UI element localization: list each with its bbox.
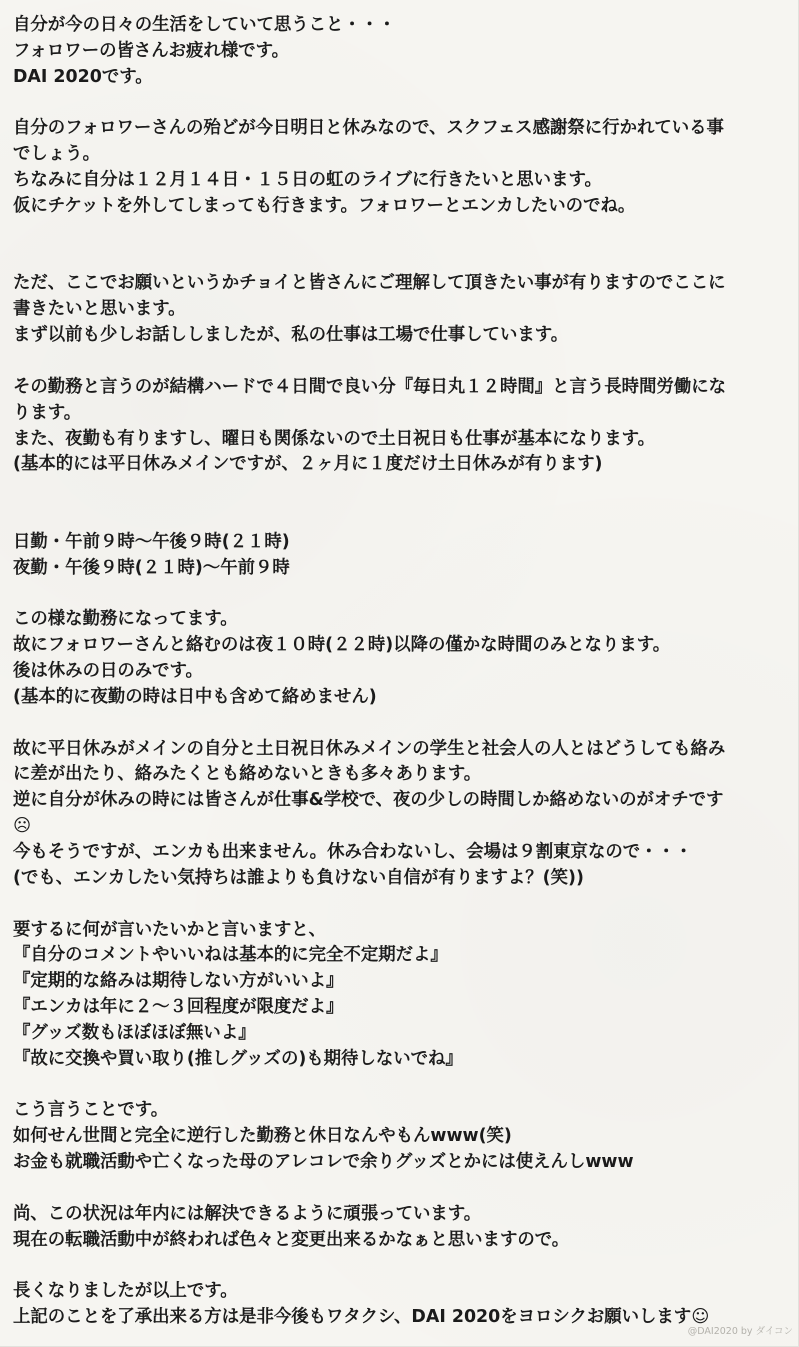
text-line: 『故に交換や買い取り(推しグッズの)も期待しないでね』 <box>13 1048 463 1069</box>
text-line: ただ、ここでお願いというかチョイと皆さんにご理解して頂きたい事が有りますのでここに <box>13 273 726 294</box>
blank-line <box>13 349 787 375</box>
text-line: まず以前も少しお話ししましたが、私の仕事は工場で仕事しています。 <box>13 325 569 346</box>
text-line: 後は休みの日のみです。 <box>13 661 203 682</box>
text-line: 日勤・午前９時〜午後９時(２１時) <box>13 531 290 552</box>
text-line: でしょう。 <box>13 144 100 165</box>
text-line: DAI 2020です。 <box>13 66 153 87</box>
blank-line <box>13 478 787 504</box>
text-line: 上記のことを了承出来る方は是非今後もワタクシ、DAI 2020をヨロシクお願いします☺ <box>13 1307 710 1328</box>
text-line: 故に平日休みがメインの自分と土日祝日休みメインの学生と社会人の人とはどうしても絡み <box>13 738 726 759</box>
text-line: 逆に自分が休みの時には皆さんが仕事&学校で、夜の少しの時間しか絡めないのがオチです <box>13 790 724 811</box>
text-line: 夜勤・午後９時(２１時)〜午前９時 <box>13 557 290 578</box>
text-line: (基本的に夜勤の時は日中も含めて絡めません) <box>13 686 377 707</box>
watermark-credit: @DAI2020 by ダイコン <box>687 1326 793 1337</box>
blank-line <box>13 582 787 608</box>
text-line: ちなみに自分は１２月１４日・１５日の虹のライブに行きたいと思います。 <box>13 170 602 191</box>
text-line: 自分が今の日々の生活をしていて思うこと・・・ <box>13 15 396 35</box>
text-line: ☹ <box>13 816 32 837</box>
blank-line <box>13 246 787 272</box>
text-line: その勤務と言うのが結構ハードで４日間で良い分『毎日丸１２時間』と言う長時間労働にな <box>13 376 727 397</box>
blank-line <box>13 892 787 918</box>
text-line: (基本的には平日休みメインですが、２ヶ月に１度だけ土日休みが有ります) <box>13 454 603 475</box>
blank-line <box>13 1176 787 1202</box>
text-line: 今もそうですが、エンカも出来ません。休み合わないし、会場は９割東京なので・・・ <box>13 842 693 862</box>
text-line: フォロワーの皆さんお疲れ様です。 <box>13 40 289 61</box>
blank-line <box>13 504 787 530</box>
text-line: 現在の転職活動中が終われば色々と変更出来るかなぁと思いますので。 <box>13 1229 570 1250</box>
text-line: 故にフォロワーさんと絡むのは夜１０時(２２時)以降の僅かな時間のみとなります。 <box>13 635 671 656</box>
text-line: ります。 <box>13 402 82 423</box>
text-line: 『グッズ数もほぼほぼ無いよ』 <box>13 1022 256 1043</box>
text-line: 『エンカは年に２〜３回程度が限度だよ』 <box>13 997 344 1018</box>
blank-line <box>13 1254 787 1280</box>
text-line: この様な勤務になってます。 <box>13 609 238 630</box>
text-line: 仮にチケットを外してしまっても行きます。フォロワーとエンカしたいのでね。 <box>13 195 636 216</box>
text-line: 『定期的な絡みは期待しない方がいいよ』 <box>13 971 344 992</box>
blank-line <box>13 220 787 246</box>
text-line: こう言うことです。 <box>13 1100 169 1121</box>
text-line: 『自分のコメントやいいねは基本的に完全不定期だよ』 <box>13 945 448 966</box>
text-line: 長くなりましたが以上です。 <box>13 1281 238 1302</box>
text-line: また、夜勤も有りますし、曜日も関係ないので土日祝日も仕事が基本になります。 <box>13 428 656 449</box>
blank-line <box>13 1073 787 1099</box>
text-line: 尚、この状況は年内には解決できるように頑張っています。 <box>13 1203 482 1224</box>
text-line: 如何せん世間と完全に逆行した勤務と休日なんやもんwww(笑) <box>13 1126 512 1147</box>
text-line: 自分のフォロワーさんの殆どが今日明日と休みなので、スクフェス感謝祭に行かれている事 <box>13 118 724 139</box>
text-line: (でも、エンカしたい気持ちは誰よりも負けない自信が有りますよ？(笑)) <box>13 867 584 888</box>
text-line: に差が出たり、絡みたくとも絡めないときも多々あります。 <box>13 764 482 785</box>
text-line: お金も就職活動や亡くなった母のアレコレで余りグッズとかには使えんしwww <box>13 1152 634 1173</box>
blank-line <box>13 711 787 737</box>
blank-line <box>13 91 787 117</box>
note-text-body <box>13 13 787 1331</box>
text-line: 書きたいと思います。 <box>13 299 186 320</box>
text-line: 要するに何が言いたいかと言いますと、 <box>13 919 327 940</box>
